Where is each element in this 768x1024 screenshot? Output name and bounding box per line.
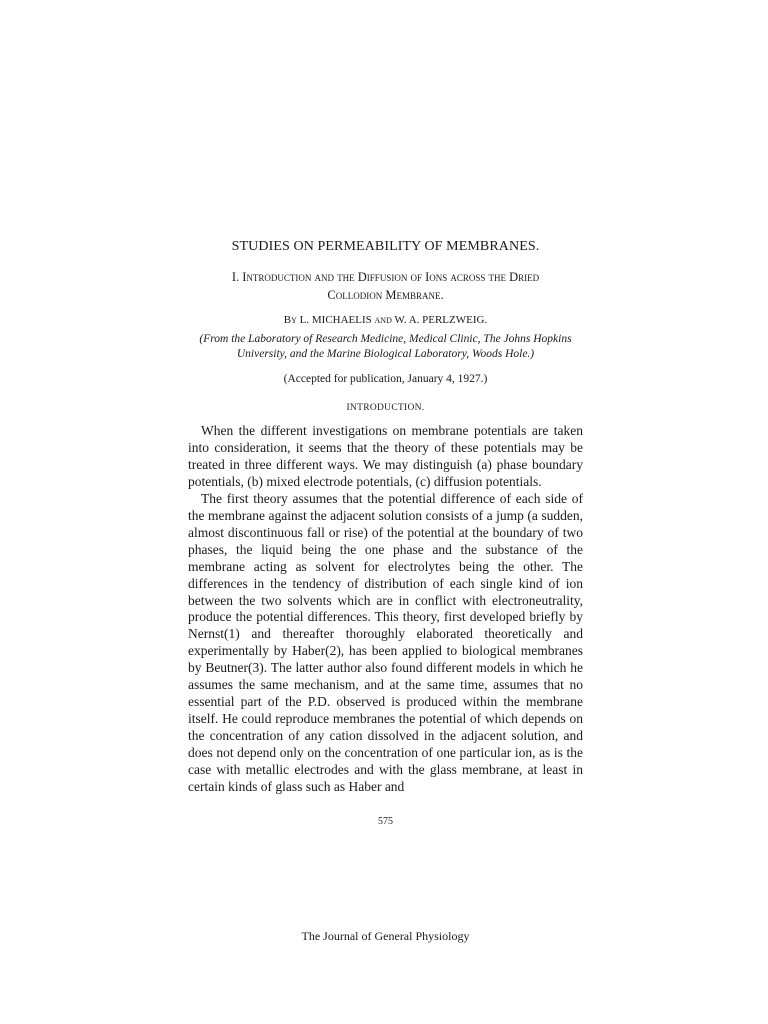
author-byline: [188, 314, 583, 326]
section-heading-introduction: INTRODUCTION.: [346, 403, 425, 413]
paragraph-1: When the different investigations on membrane potentials are taken into consideration, it seems that the theory of these potentials may be treated in three different ways. We may distinguish (a) phase boundary potentials, (b) mixed electrode potentials, (c) diffusion potentials.: [188, 423, 583, 489]
accepted-date: (Accepted for publication, January 4, 1927.): [283, 373, 488, 385]
subtitle-line-1: I. Introduction and the Diffusion of Ions across the Dried: [231, 270, 540, 284]
affiliation-line-2: University, and the Marine Biological Laboratory, Woods Hole.): [236, 348, 535, 360]
affiliation-line-1: (From the Laboratory of Research Medicine, Medical Clinic, The Johns Hopkins: [199, 333, 572, 345]
journal-name: The Journal of General Physiology: [301, 929, 470, 943]
article-subtitle: [188, 268, 583, 304]
author-michaelis: L. MICHAELIS: [299, 314, 372, 326]
body-text: [188, 423, 583, 796]
paragraph-2: The first theory assumes that the potential difference of each side of the membrane against the adjacent solution consists of a jump (a sudden, almost discontinuous fall or rise) of the potential at the boundary of two phases, the liquid being the one phase and the substance of the membrane acting as solvent for electrolytes being the other. The differences in the tendency of distribution of each single kind of ion between the two solvents which are in conflict with electroneutrality, produce the potential differences. This theory, first developed briefly by Nernst(1) and thereafter thoroughly elaborated theoretically and experimentally by Haber(2), has been applied to biological membranes by Beutner(3). The latter author also found different models in which he assumes the same mechanism, and at the same time, assumes that no essential part of the P.D. observed is produced within the membrane itself. He could reproduce membranes the potential of which depends on the concentration of any cation dissolved in the adjacent solution, and does not depend only on the concentration of one particular ion, as is the case with metallic electrodes and with the glass membrane, at least in certain kinds of glass such as Haber and: [188, 490, 583, 795]
article-title: STUDIES ON PERMEABILITY OF MEMBRANES.: [231, 239, 540, 254]
subtitle-line-2: Collodion Membrane.: [327, 288, 444, 302]
author-perlzweig: W. A. PERLZWEIG.: [394, 314, 488, 326]
page-number: 575: [378, 816, 393, 827]
affiliation: [188, 332, 583, 362]
byline-and: and: [374, 314, 392, 326]
byline-by: By: [283, 314, 297, 326]
